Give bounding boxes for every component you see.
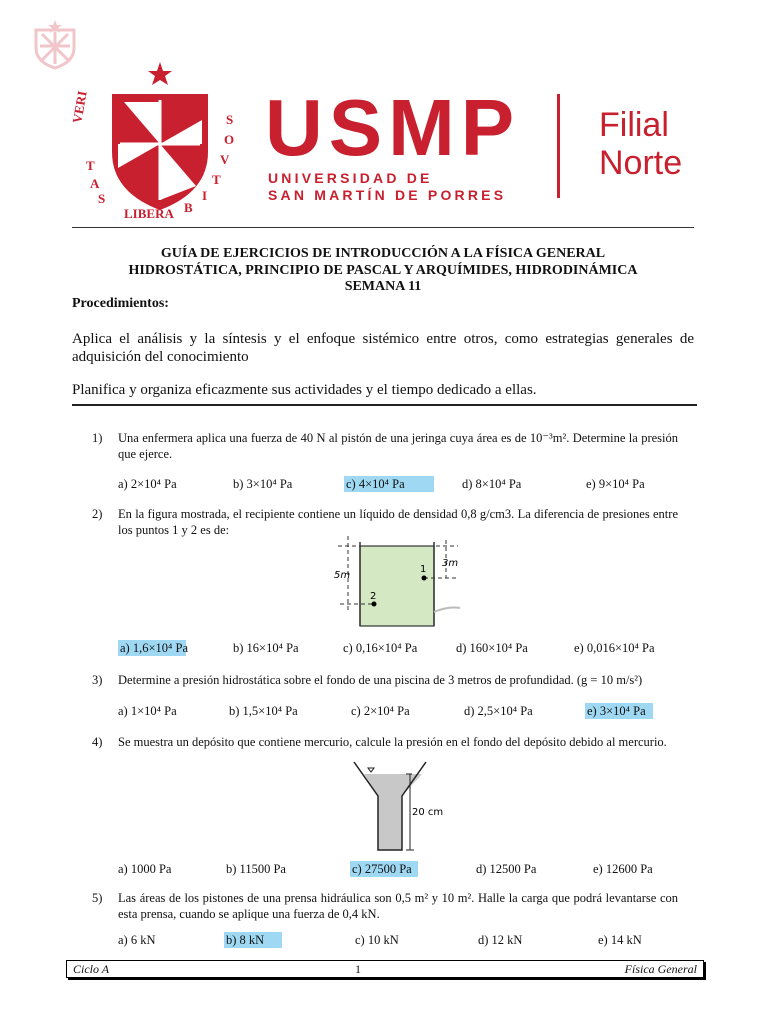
answer-option: e) 0,016×10⁴ Pa xyxy=(574,641,655,655)
answer-option: d) 12500 Pa xyxy=(476,862,537,876)
container-diagram xyxy=(330,532,470,632)
svg-text:A: A xyxy=(90,176,100,191)
branch-line-1: Filial xyxy=(599,106,669,144)
footer-cycle: Ciclo A xyxy=(73,962,110,976)
procedure-paragraph-2: Planifica y organiza eficazmente sus actividades y el tiempo dedicado a ellas. xyxy=(72,382,537,398)
question-number: 3) xyxy=(92,673,103,687)
doc-title-line-2: HIDROSTÁTICA, PRINCIPIO DE PASCAL Y ARQUÍMIDES, HIDRODINÁMICA xyxy=(128,263,638,278)
answer-option: a) 1000 Pa xyxy=(118,862,172,876)
label-3m: 3m xyxy=(442,558,459,569)
label-5m: 5m xyxy=(334,570,351,581)
answer-option: a) 2×10⁴ Pa xyxy=(118,477,177,491)
footer-page-number: 1 xyxy=(355,962,361,976)
doc-title-week: SEMANA 11 xyxy=(344,279,422,294)
answer-option: a) 6 kN xyxy=(118,933,156,947)
height-label: 20 cm xyxy=(412,807,444,818)
answer-option: b) 3×10⁴ Pa xyxy=(233,477,293,491)
svg-text:O: O xyxy=(224,132,235,147)
question-text: Una enfermera aplica una fuerza de 40 N al pistón de una jeringa cuya área es de 10⁻³m². Determine la presión que ejerce. xyxy=(118,431,678,461)
branch-name xyxy=(599,106,682,182)
answer-option-highlighted: a) 1,6×10⁴ Pa xyxy=(120,641,188,655)
svg-text:B: B xyxy=(184,200,193,215)
university-line-1: UNIVERSIDAD DE xyxy=(268,170,433,186)
answer-option: b) 16×10⁴ Pa xyxy=(233,641,299,655)
answer-option: c) 0,16×10⁴ Pa xyxy=(343,641,418,655)
watermark-crest-icon xyxy=(30,18,80,70)
question-text: Las áreas de los pistones de una prensa hidráulica son 0,5 m² y 10 m². Halle la carga que podrá levantarse con esta prensa, cuando se aplique una fuerza de 0,4 kN. xyxy=(118,891,678,921)
answer-option: e) 14 kN xyxy=(598,933,642,947)
procedures-heading: Procedimientos: xyxy=(72,296,169,311)
svg-text:T: T xyxy=(212,172,221,187)
answer-option: b) 1,5×10⁴ Pa xyxy=(229,704,298,718)
answer-option: c) 2×10⁴ Pa xyxy=(351,704,410,718)
svg-text:S: S xyxy=(226,112,234,127)
answer-option: e) 9×10⁴ Pa xyxy=(586,477,645,491)
answer-option-highlighted: c) 4×10⁴ Pa xyxy=(344,476,434,492)
answer-option: b) 11500 Pa xyxy=(226,862,286,876)
answer-option-highlighted: e) 3×10⁴ Pa xyxy=(585,703,653,719)
answer-option-highlighted: b) 8 kN xyxy=(224,932,282,948)
question-number: 5) xyxy=(92,891,103,905)
answer-option: d) 12 kN xyxy=(478,933,523,947)
answer-option: e) 12600 Pa xyxy=(593,862,653,876)
svg-text:I: I xyxy=(202,188,208,203)
university-name xyxy=(268,170,506,204)
university-line-2: SAN MARTÍN DE PORRES xyxy=(268,187,507,203)
answer-option-highlighted: c) 27500 Pa xyxy=(350,861,418,877)
answer-option: c) 10 kN xyxy=(355,933,399,947)
footer-course: Física General xyxy=(624,962,697,976)
logo-divider xyxy=(557,94,560,198)
usmp-crest-logo xyxy=(69,60,244,225)
brand-wordmark: USMP xyxy=(265,83,521,172)
section-divider xyxy=(72,404,697,406)
question-text: Determine a presión hidrostática sobre el fondo de una piscina de 3 metros de profundidad. (g = 10 m/s²) xyxy=(118,673,643,687)
doc-title-line-1: GUÍA DE EJERCICIOS DE INTRODUCCIÓN A LA FÍSICA GENERAL xyxy=(160,246,606,261)
branch-line-2: Norte xyxy=(599,144,683,182)
question-number: 4) xyxy=(92,735,103,749)
svg-text:T: T xyxy=(86,158,95,173)
answer-option: d) 8×10⁴ Pa xyxy=(462,477,522,491)
question-number: 2) xyxy=(92,507,103,521)
svg-text:S: S xyxy=(98,191,106,206)
svg-text:LIBERA: LIBERA xyxy=(124,206,174,221)
mercury-tank-diagram xyxy=(350,758,450,854)
header-divider xyxy=(72,227,694,228)
svg-text:V: V xyxy=(220,152,230,167)
answer-option: d) 160×10⁴ Pa xyxy=(456,641,528,655)
answer-option: d) 2,5×10⁴ Pa xyxy=(464,704,533,718)
procedure-paragraph-1: Aplica el análisis y la síntesis y el enfoque sistémico entre otros, como estrategias generales de adquisición del conocimiento xyxy=(72,331,694,365)
svg-text:VERI: VERI xyxy=(69,89,90,125)
point-2-label: 2 xyxy=(370,591,377,602)
page-footer xyxy=(66,960,704,978)
answer-option: a) 1×10⁴ Pa xyxy=(118,704,177,718)
question-text: En la figura mostrada, el recipiente contiene un líquido de densidad 0,8 g/cm3. La diferencia de presiones entre los puntos 1 y 2 es de: xyxy=(118,507,678,537)
point-1-label: 1 xyxy=(420,564,427,575)
question-text: Se muestra un depósito que contiene mercurio, calcule la presión en el fondo del depósito debido al mercurio. xyxy=(118,735,667,749)
question-number: 1) xyxy=(92,431,103,445)
